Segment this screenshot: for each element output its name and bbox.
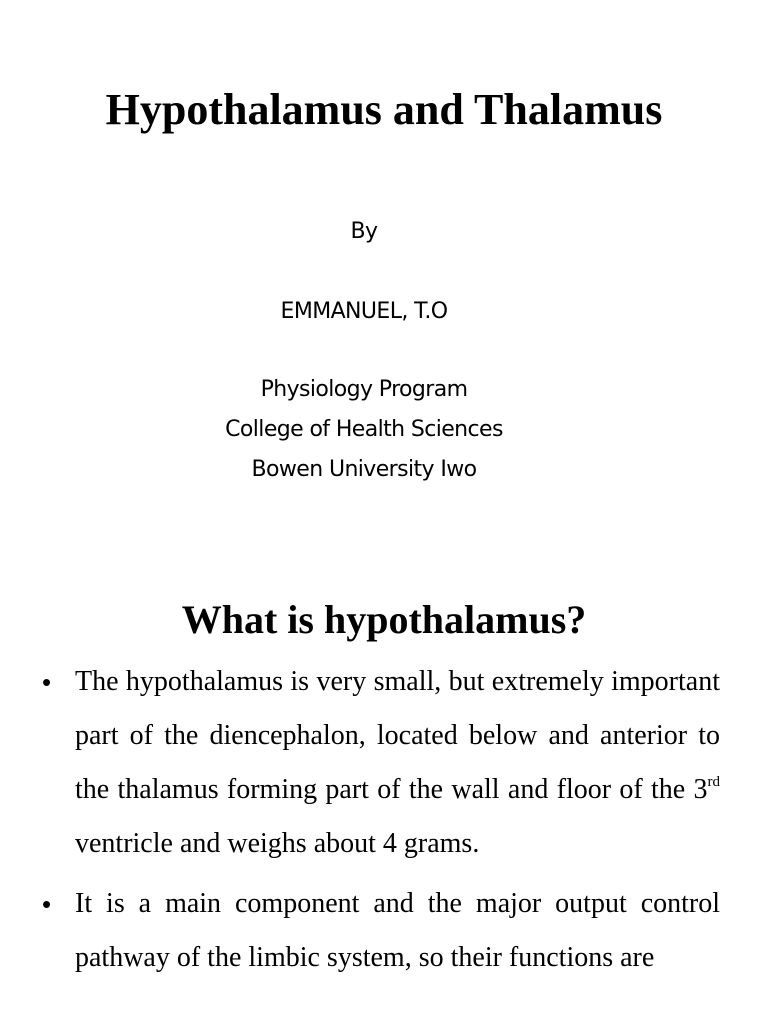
bullet-list (0, 655, 768, 991)
bullet-icon: • (42, 667, 52, 697)
bullet-text-main: The hypothalamus is very small, but extremely important part of the diencephalon, located below and anterior to the thalamus forming part of the wall and floor of the 3 (75, 666, 720, 805)
section-heading-text: What is hypothalamus (181, 597, 567, 642)
section-heading-question-mark: ? (566, 597, 587, 642)
author-name: EMMANUEL, T.O (280, 299, 448, 324)
bullet-text (75, 655, 720, 871)
author-affiliation (0, 370, 728, 490)
list-item (0, 655, 768, 871)
bullet-text (75, 877, 720, 985)
affiliation-program: Physiology Program (260, 377, 468, 402)
affiliation-college: College of Health Sciences (225, 417, 503, 442)
bullet-icon: • (42, 889, 52, 919)
bullet-text-continuation: ventricle and weighs about 4 grams. (75, 828, 480, 859)
ordinal-superscript: rd (707, 774, 720, 790)
document-title: Hypothalamus and Thalamus (105, 85, 663, 134)
bullet-text-main: It is a main component and the major output control pathway of the limbic system, so their functions are (75, 888, 720, 973)
byline-by: By (350, 219, 378, 244)
affiliation-university: Bowen University Iwo (251, 457, 477, 482)
section-heading (0, 596, 768, 644)
list-item (0, 877, 768, 985)
